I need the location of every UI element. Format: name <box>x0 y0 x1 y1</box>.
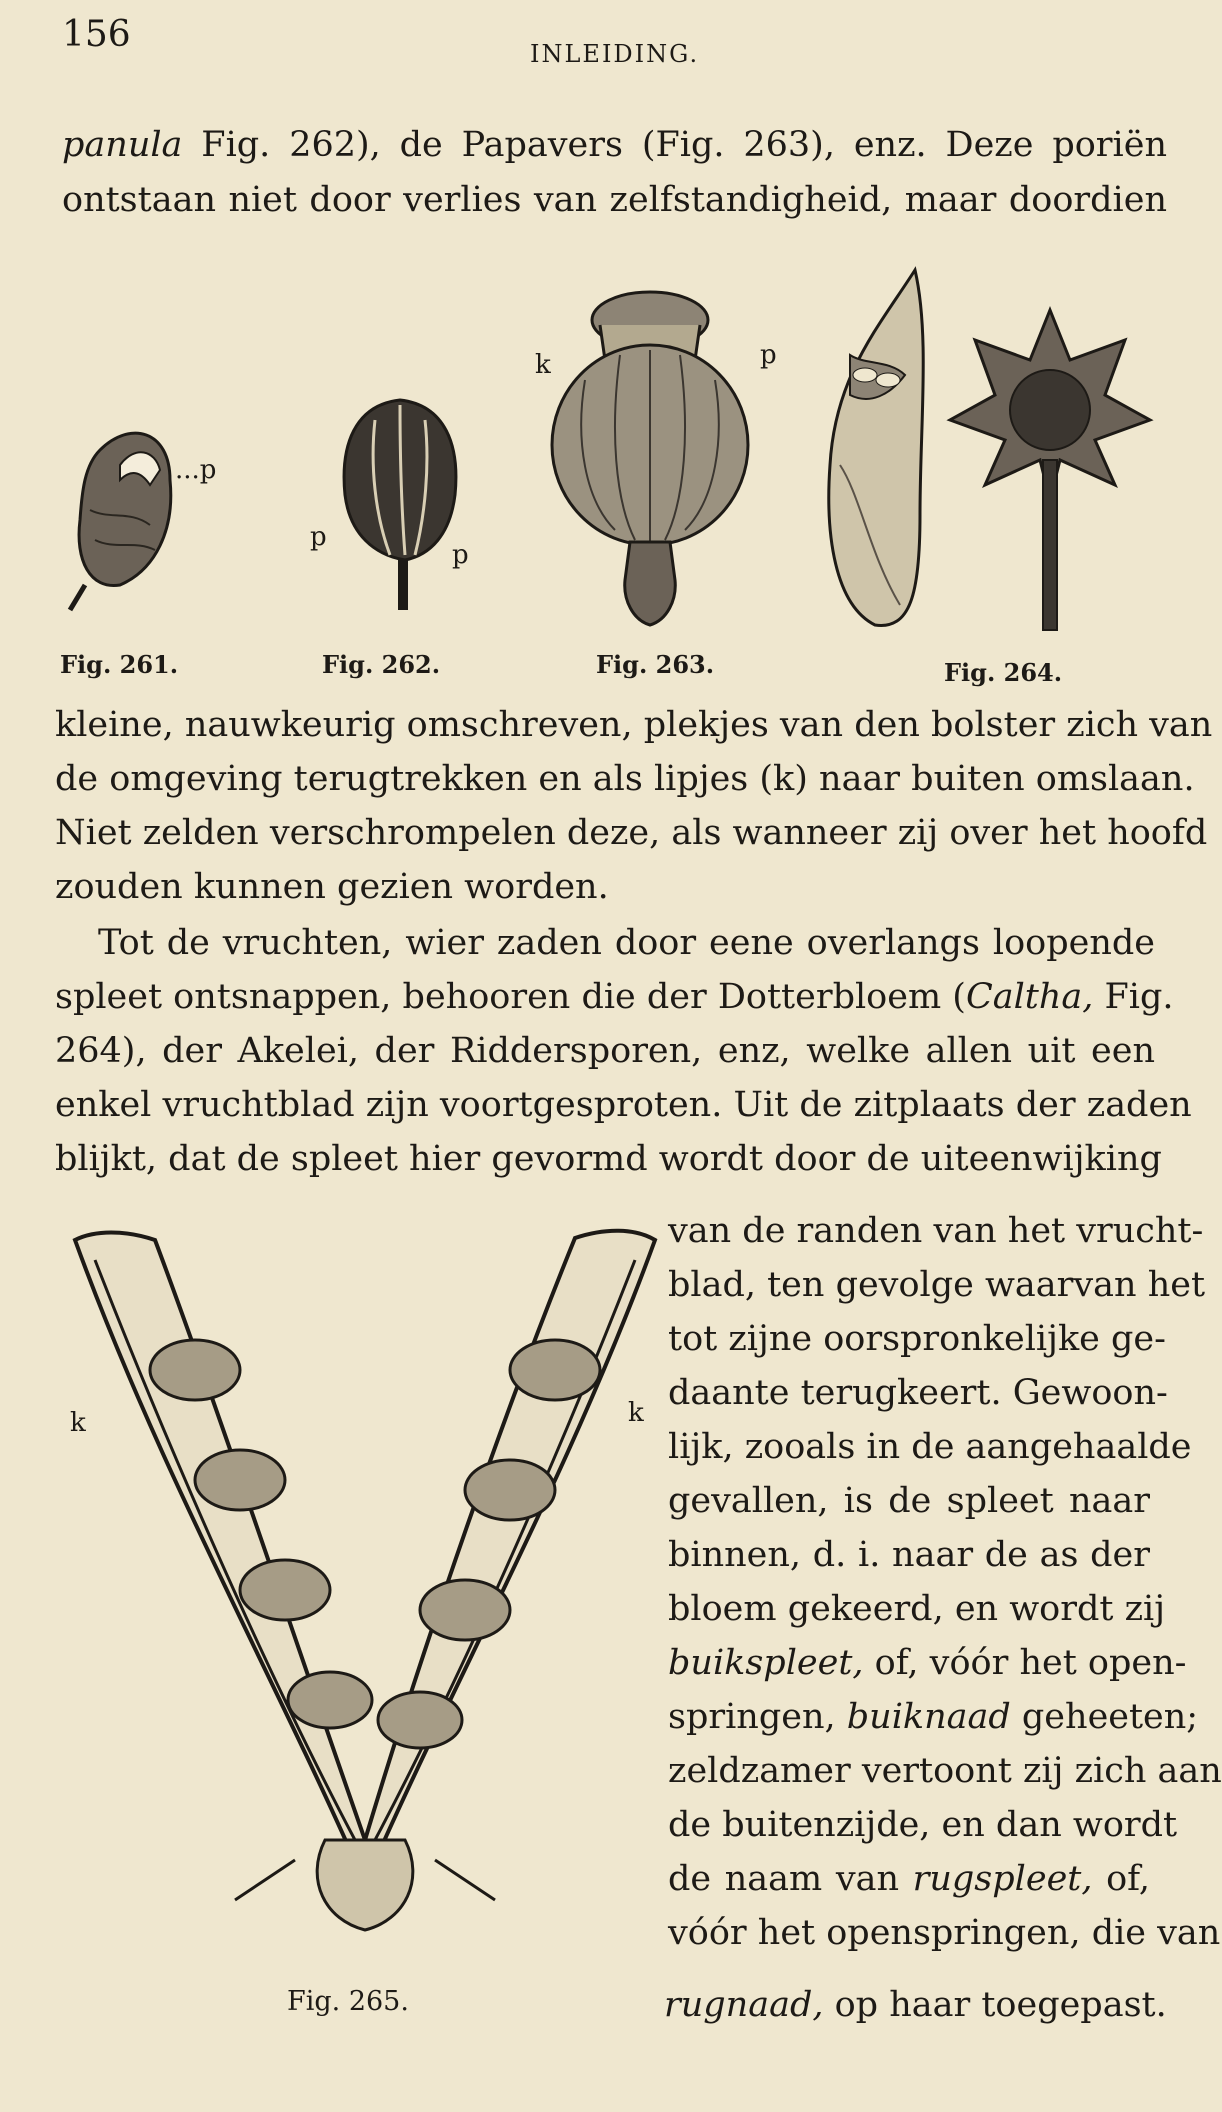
fig-264-caption: Fig. 264. <box>944 658 1063 687</box>
fig-261-illustration <box>60 410 260 630</box>
fig-262-label-p-left: p <box>310 522 327 552</box>
text-line: de buitenzijde, en dan wordt <box>668 1805 1178 1845</box>
text-line: Niet zelden verschrompelen deze, als wanneer zij over het hoofd <box>55 813 1208 853</box>
text-line: panula Fig. 262), de Papavers (Fig. 263), enz. Deze poriën <box>62 125 1167 165</box>
text-line: van de randen van het vrucht- <box>668 1211 1204 1251</box>
text-line: enkel vruchtblad zijn voortgesproten. Uit de zitplaats der zaden <box>55 1085 1192 1125</box>
fig-265-label-k-left: k <box>70 1408 86 1438</box>
text-line: 264), der Akelei, der Riddersporen, enz, welke allen uit een <box>55 1031 1155 1071</box>
fig-263-illustration <box>545 280 755 640</box>
text-line: gevallen, is de spleet naar <box>668 1481 1150 1521</box>
text-line: zeldzamer vertoont zij zich aan <box>668 1751 1222 1791</box>
text-line: daante terugkeert. Gewoon- <box>668 1373 1168 1413</box>
text-line: springen, buiknaad geheeten; <box>668 1697 1199 1737</box>
fig-265-illustration <box>65 1200 665 1940</box>
fig-265-caption: Fig. 265. <box>287 1986 409 2017</box>
text-line: kleine, nauwkeurig omschreven, plekjes van den bolster zich van <box>55 705 1213 745</box>
fig-262-illustration <box>330 395 470 620</box>
text-line: Tot de vruchten, wier zaden door eene overlangs loopende <box>98 923 1155 963</box>
text-line: lijk, zooals in de aangehaalde <box>668 1427 1192 1467</box>
fig-264-flower-illustration <box>945 300 1155 635</box>
fig-263-label-k: k <box>535 350 551 380</box>
fig-262-caption: Fig. 262. <box>322 650 441 679</box>
text-line: bloem gekeerd, en wordt zij <box>668 1589 1166 1629</box>
text-line: buikspleet, of, vóór het open- <box>668 1643 1187 1683</box>
text-line: binnen, d. i. naar de as der <box>668 1535 1150 1575</box>
fig-263-label-p: p <box>760 340 777 370</box>
page-number: 156 <box>62 14 131 55</box>
text-line: blijkt, dat de spleet hier gevormd wordt door de uiteenwijking <box>55 1139 1162 1179</box>
text-line: rugnaad, op haar toegepast. <box>664 1985 1167 2025</box>
text-line: vóór het openspringen, die van <box>668 1913 1221 1953</box>
text-line: zouden kunnen gezien worden. <box>55 867 609 907</box>
text-line: blad, ten gevolge waarvan het <box>668 1265 1206 1305</box>
text-line: tot zijne oorspronkelijke ge- <box>668 1319 1166 1359</box>
text-line: spleet ontsnappen, behooren die der Dotterbloem (Caltha, Fig. <box>55 977 1174 1017</box>
fig-262-label-p-right: p <box>452 540 469 570</box>
fig-261-caption: Fig. 261. <box>60 650 179 679</box>
text-line: de naam van rugspleet, of, <box>668 1859 1151 1899</box>
fig-265-label-k-right: k <box>628 1398 644 1428</box>
text-line: ontstaan niet door verlies van zelfstandigheid, maar doordien <box>62 180 1167 220</box>
fig-261-label-p: ...p <box>175 455 217 485</box>
running-title: INLEIDING. <box>530 40 700 68</box>
fig-263-caption: Fig. 263. <box>596 650 715 679</box>
text-line: de omgeving terugtrekken en als lipjes (k) naar buiten omslaan. <box>55 759 1195 799</box>
